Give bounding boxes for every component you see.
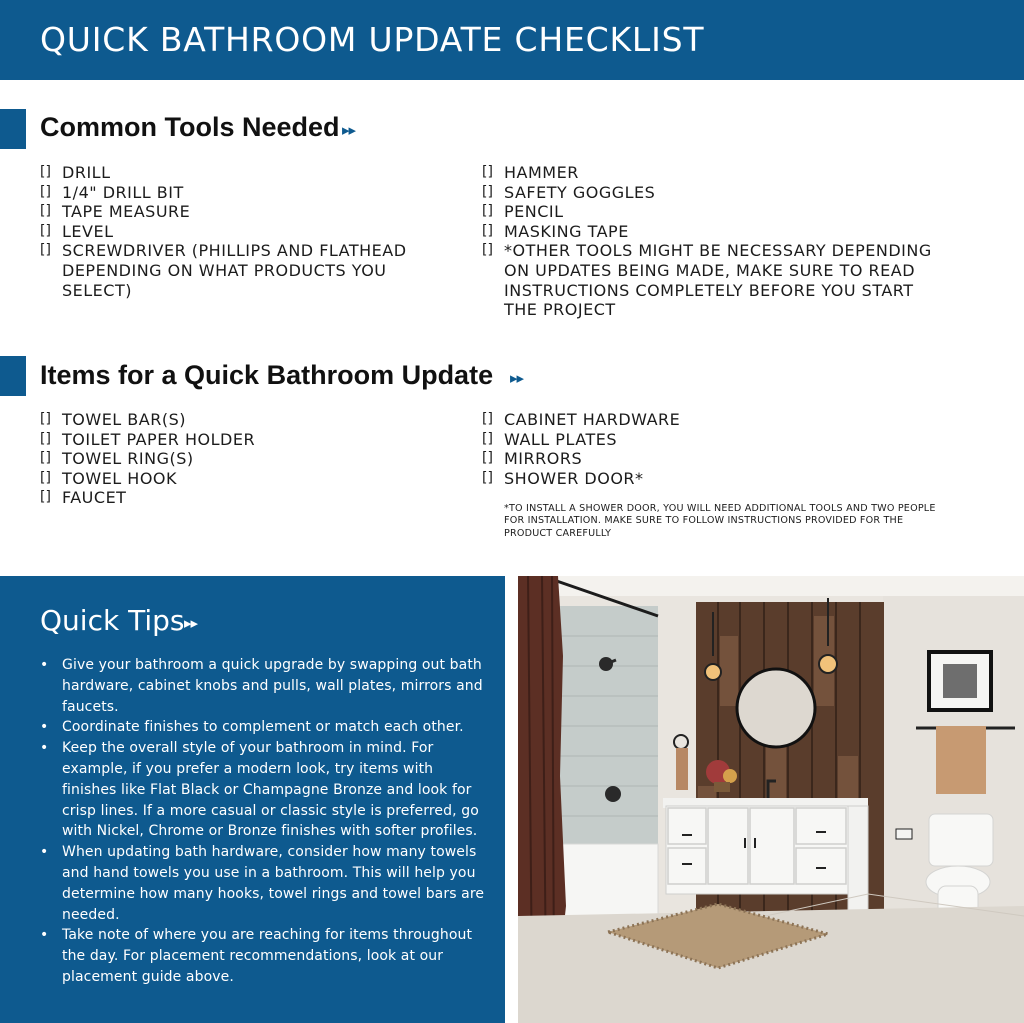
bullet-icon: • bbox=[40, 844, 49, 861]
tip-item bbox=[40, 738, 485, 842]
bullet-icon: • bbox=[40, 927, 49, 944]
tool-item-label: MASKING TAPE bbox=[504, 221, 629, 241]
checkbox-icon[interactable]: [] bbox=[482, 411, 493, 427]
checkbox-icon[interactable]: [] bbox=[40, 430, 51, 447]
tool-item-label: PENCIL bbox=[504, 202, 564, 222]
tool-item bbox=[482, 202, 952, 222]
tool-item bbox=[40, 222, 460, 242]
checkbox-icon[interactable]: [] bbox=[482, 222, 493, 239]
tip-item bbox=[40, 925, 485, 987]
checkbox-icon[interactable]: [] bbox=[482, 203, 493, 220]
checkbox-icon[interactable]: [] bbox=[482, 164, 493, 180]
checkbox-icon[interactable]: [] bbox=[40, 489, 51, 506]
update-item-item-label: TOWEL HOOK bbox=[62, 468, 178, 488]
checkbox-icon[interactable]: [] bbox=[40, 450, 51, 467]
tool-item-label: SCREWDRIVER (PHILLIPS AND FLATHEAD DEPENDING ON WHAT PRODUCTS YOU SELECT) bbox=[62, 241, 407, 300]
section-marker-tools bbox=[0, 109, 26, 149]
tip-text: When updating bath hardware, consider how many towels and hand towels you use in a bathroom. This will help you determine how many hooks, towel rings and towel bars are needed. bbox=[62, 844, 485, 923]
tool-item-label: LEVEL bbox=[62, 221, 114, 241]
bullet-icon: • bbox=[40, 740, 49, 757]
update-item-item bbox=[40, 488, 460, 508]
tool-item bbox=[482, 241, 952, 319]
tool-item-label: DRILL bbox=[62, 163, 111, 182]
tools-section-title: Common Tools Needed bbox=[40, 112, 340, 142]
update-item-item-label: MIRRORS bbox=[504, 449, 583, 469]
bathroom-photo bbox=[518, 576, 1024, 1023]
tool-item bbox=[40, 183, 460, 203]
checkbox-icon[interactable]: [] bbox=[40, 203, 51, 220]
tool-item-label: *OTHER TOOLS MIGHT BE NECESSARY DEPENDING ON UPDATES BEING MADE, MAKE SURE TO READ INSTRUCTIONS COMPLETELY BEFORE YOU START THE PROJECT bbox=[504, 241, 932, 320]
update-item-item-label: SHOWER DOOR* bbox=[504, 468, 644, 488]
tool-item bbox=[40, 163, 460, 183]
tool-item-label: 1/4" DRILL BIT bbox=[62, 182, 184, 202]
tool-item bbox=[482, 163, 952, 183]
tools-list-right bbox=[482, 163, 952, 320]
update-item-item bbox=[40, 410, 460, 430]
update-item-item bbox=[482, 449, 952, 469]
tip-text: Coordinate finishes to complement or match each other. bbox=[62, 719, 464, 736]
update-item-item-label: WALL PLATES bbox=[504, 429, 617, 449]
tool-item bbox=[482, 222, 952, 242]
tool-item bbox=[40, 241, 460, 300]
quick-tips-panel bbox=[0, 576, 505, 1023]
tip-text: Take note of where you are reaching for items throughout the day. For placement recommendations, look at our placement guide above. bbox=[62, 927, 473, 985]
tool-item-label: HAMMER bbox=[504, 163, 579, 182]
checkbox-icon[interactable]: [] bbox=[40, 164, 51, 180]
tool-item-label: TAPE MEASURE bbox=[62, 202, 191, 222]
checkbox-icon[interactable]: [] bbox=[482, 242, 493, 259]
items-section-title: Items for a Quick Bathroom Update bbox=[40, 360, 494, 390]
page-title: QUICK BATHROOM UPDATE CHECKLIST bbox=[40, 20, 705, 59]
items-list-right bbox=[482, 410, 952, 488]
items-list-left bbox=[40, 410, 460, 508]
checkbox-icon[interactable]: [] bbox=[40, 411, 51, 427]
update-item-item-label: CABINET HARDWARE bbox=[504, 410, 681, 429]
update-item-item bbox=[482, 430, 952, 450]
double-chevron-icon: ▸▸ bbox=[342, 122, 356, 139]
update-item-item-label: FAUCET bbox=[62, 488, 127, 508]
section-marker-items bbox=[0, 356, 26, 396]
update-item-item bbox=[40, 430, 460, 450]
tool-item-label: SAFETY GOGGLES bbox=[504, 182, 656, 202]
shower-door-footnote: *TO INSTALL A SHOWER DOOR, YOU WILL NEED ADDITIONAL TOOLS AND TWO PEOPLE FOR INSTALLATION. MAKE SURE TO FOLLOW INSTRUCTIONS PROVIDED FOR THE PRODUCT CAREFULLY bbox=[504, 503, 936, 539]
update-item-item bbox=[40, 469, 460, 489]
tip-text: Keep the overall style of your bathroom in mind. For example, if you prefer a modern look, try items with finishes like Flat Black or Champagne Bronze and look for crisp lines. If a more casual or classic style is preferred, go with Nickel, Chrome or Bronze finishes with softer profiles. bbox=[62, 740, 479, 840]
checkbox-icon[interactable]: [] bbox=[482, 430, 493, 447]
tool-item bbox=[482, 183, 952, 203]
update-item-item-label: TOWEL BAR(S) bbox=[62, 410, 186, 429]
tip-item bbox=[40, 717, 485, 738]
update-item-item-label: TOWEL RING(S) bbox=[62, 449, 194, 469]
checkbox-icon[interactable]: [] bbox=[40, 469, 51, 486]
update-item-item bbox=[482, 469, 952, 489]
checkbox-icon[interactable]: [] bbox=[40, 222, 51, 239]
tools-list-left bbox=[40, 163, 460, 300]
checkbox-icon[interactable]: [] bbox=[482, 183, 493, 200]
header-banner bbox=[0, 0, 1024, 80]
double-chevron-icon: ▸▸ bbox=[184, 615, 198, 632]
tip-item bbox=[40, 842, 485, 925]
bullet-icon: • bbox=[40, 719, 49, 736]
checkbox-icon[interactable]: [] bbox=[40, 242, 51, 259]
checkbox-icon[interactable]: [] bbox=[40, 183, 51, 200]
tip-text: Give your bathroom a quick upgrade by swapping out bath hardware, cabinet knobs and pulls, wall plates, mirrors and faucets. bbox=[62, 657, 483, 715]
update-item-item bbox=[40, 449, 460, 469]
tip-item bbox=[40, 655, 485, 717]
update-item-item bbox=[482, 410, 952, 430]
checkbox-icon[interactable]: [] bbox=[482, 469, 493, 486]
tool-item bbox=[40, 202, 460, 222]
update-item-item-label: TOILET PAPER HOLDER bbox=[62, 429, 256, 449]
double-chevron-icon: ▸▸ bbox=[510, 370, 524, 387]
quick-tips-title: Quick Tips bbox=[40, 604, 185, 637]
quick-tips-list bbox=[40, 655, 485, 988]
bullet-icon: • bbox=[40, 657, 49, 673]
checkbox-icon[interactable]: [] bbox=[482, 450, 493, 467]
